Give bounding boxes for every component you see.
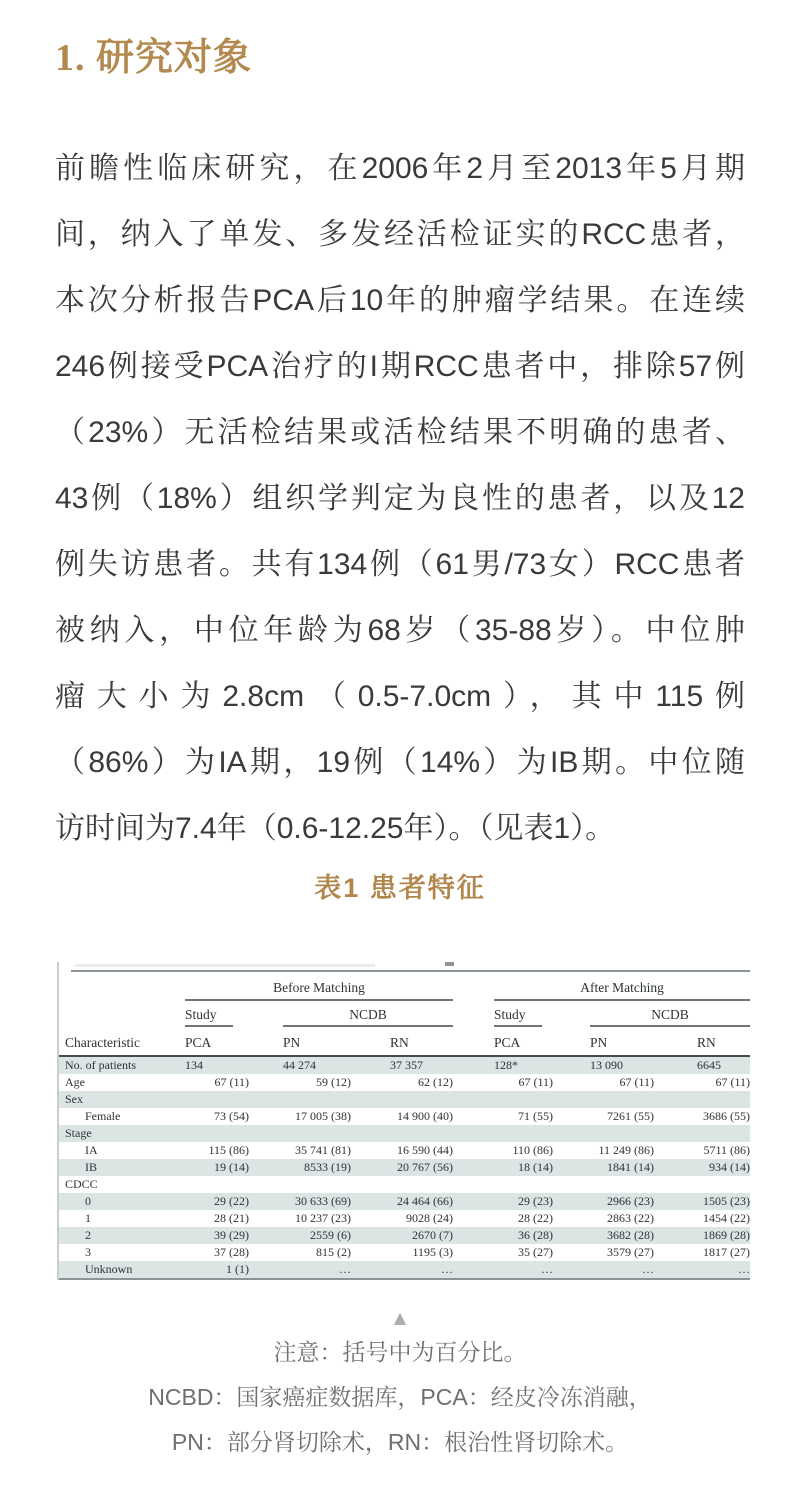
cell-value: 2863 (22) [607, 1211, 655, 1225]
after-matching-header [453, 972, 750, 1001]
group-header-row [59, 972, 750, 1001]
table-body [59, 1056, 750, 1278]
article-paragraph [55, 136, 745, 862]
cell-value: 134 [185, 1058, 203, 1072]
cell-value: 934 (14) [709, 1160, 751, 1174]
cell-value: … [738, 1262, 751, 1276]
cell-value [553, 1125, 654, 1142]
cell-value: 115 (86) [208, 1143, 249, 1157]
cell-value: … [541, 1262, 554, 1276]
cell-value: 29 (22) [214, 1194, 249, 1208]
cell-value: 3682 (28) [607, 1228, 655, 1242]
table-row [59, 1210, 750, 1227]
table-row [59, 1159, 750, 1176]
cell-value [249, 1091, 351, 1108]
cell-value [185, 1176, 249, 1193]
cell-value: 36 (28) [518, 1228, 554, 1242]
collapse-triangle-icon: ▲ [389, 1307, 411, 1330]
cell-value: … [339, 1262, 351, 1276]
cell-value: 6645 [697, 1058, 722, 1072]
cell-value: … [441, 1262, 454, 1276]
row-label: Stage [65, 1126, 92, 1140]
cell-value [185, 1125, 249, 1142]
cell-value: 128* [494, 1058, 519, 1072]
cell-value: 1195 (3) [412, 1245, 454, 1259]
table-row [59, 1261, 750, 1278]
row-label: Sex [65, 1092, 83, 1106]
characteristic-header: Characteristic [59, 1027, 185, 1056]
cell-value: 1454 (22) [703, 1211, 751, 1225]
paragraph-line: 246例接受PCA治疗的I期RCC患者中，排除57例 [55, 350, 745, 383]
ncdb-after-header [553, 1001, 750, 1027]
table-row [59, 1108, 750, 1125]
note-line: PN：部分肾切除术，RN：根治性肾切除术。 [171, 1429, 629, 1455]
row-label: 0 [85, 1194, 91, 1208]
cell-value: 18 (14) [518, 1160, 554, 1174]
row-label: No. of patients [65, 1058, 136, 1072]
cell-value: 67 (11) [715, 1075, 751, 1089]
empty-cell [59, 1001, 185, 1027]
table-row [59, 1244, 750, 1261]
cell-value: 8533 (19) [304, 1160, 351, 1174]
study-label: Study [185, 1007, 217, 1022]
table-section-row [59, 1091, 750, 1108]
row-label: Age [65, 1075, 85, 1089]
cell-value [351, 1176, 453, 1193]
paragraph-line: 前瞻性临床研究，在2006年2月至2013年5月期 [55, 152, 745, 185]
cell-value: 7261 (55) [607, 1109, 655, 1123]
cell-value: 29 (23) [518, 1194, 554, 1208]
cell-value: 35 741 (81) [295, 1143, 351, 1157]
cell-value: 10 237 (23) [295, 1211, 351, 1225]
patient-characteristics-table [57, 962, 750, 1280]
cell-value: 1 (1) [226, 1262, 249, 1276]
paragraph-line: 间，纳入了单发、多发经活检证实的RCC患者， [55, 218, 745, 251]
row-label: 2 [85, 1228, 91, 1242]
cell-value: 67 (11) [619, 1075, 655, 1089]
cell-value [249, 1176, 351, 1193]
table-caption: 表1 患者特征 [314, 873, 486, 903]
before-matching-header [185, 972, 453, 1001]
cell-value: 39 (29) [214, 1228, 249, 1242]
pca-after-header: PCA [453, 1027, 553, 1056]
column-header-row [59, 1027, 750, 1056]
cell-value: 16 590 (44) [397, 1143, 454, 1157]
table-row [59, 1227, 750, 1244]
cell-value: 1841 (14) [607, 1160, 655, 1174]
cell-value: 35 (27) [518, 1245, 554, 1259]
cell-value: 20 767 (56) [397, 1160, 454, 1174]
rn-after-header: RN [654, 1027, 750, 1056]
table-row [59, 1074, 750, 1091]
pn-before-header: PN [249, 1027, 351, 1056]
ncdb-label: NCDB [651, 1007, 689, 1022]
cell-value: 28 (21) [214, 1211, 249, 1225]
note-line: 注意：括号中为百分比。 [273, 1339, 527, 1365]
cell-value: 28 (22) [518, 1211, 554, 1225]
paragraph-line: 访时间为7.4年（0.6-12.25年）。（见表1）。 [55, 812, 616, 845]
table-header [59, 972, 750, 1056]
cell-value: 30 633 (69) [295, 1194, 351, 1208]
cell-value: 71 (55) [518, 1109, 554, 1123]
before-matching-label: Before Matching [273, 980, 365, 995]
paragraph-line: 瘤大小为2.8cm（0.5-7.0cm），其中115例 [55, 680, 745, 713]
cell-value: 67 (11) [518, 1075, 554, 1089]
row-label: CDCC [65, 1177, 98, 1191]
cell-value: 24 464 (66) [397, 1194, 454, 1208]
cell-value: 14 900 (40) [397, 1109, 454, 1123]
paragraph-line: （23%）无活检结果或活检结果不明确的患者、 [55, 416, 745, 449]
row-label: Unknown [85, 1262, 133, 1276]
cell-value: 37 357 [390, 1058, 423, 1072]
section-heading: 1. 研究对象 [55, 37, 253, 79]
cell-value [351, 1091, 453, 1108]
cell-value: 13 090 [590, 1058, 624, 1072]
table-section-row [59, 1125, 750, 1142]
cell-value: 73 (54) [214, 1109, 249, 1123]
empty-cell [59, 972, 185, 1001]
paragraph-line: 被纳入，中位年龄为68岁（35-88岁）。中位肿 [55, 614, 745, 647]
paragraph-line: （86%）为IA期，19例（14%）为IB期。中位随 [55, 746, 745, 779]
cell-value: 37 (28) [214, 1245, 249, 1259]
cell-value: 11 249 (86) [598, 1143, 655, 1157]
cell-value: 5711 (86) [703, 1143, 751, 1157]
cell-value: 2559 (6) [310, 1228, 351, 1242]
paragraph-line: 43例（18%）组织学判定为良性的患者，以及12 [55, 482, 745, 515]
study-after-header [453, 1001, 553, 1027]
ncdb-before-header [249, 1001, 453, 1027]
cell-value [453, 1091, 553, 1108]
pca-before-header: PCA [185, 1027, 249, 1056]
cell-value: 1869 (28) [703, 1228, 751, 1242]
table-row [59, 1056, 750, 1074]
cell-value [453, 1125, 553, 1142]
cell-value [249, 1125, 351, 1142]
table-bottom-rule [59, 1278, 750, 1280]
cell-value [553, 1091, 654, 1108]
paragraph-line: 本次分析报告PCA后10年的肿瘤学结果。在连续 [55, 284, 745, 317]
cell-value: 815 (2) [316, 1245, 351, 1259]
footnotes [0, 1330, 800, 1465]
after-matching-label: After Matching [580, 980, 664, 995]
study-label: Study [494, 1007, 526, 1022]
note-line: NCBD：国家癌症数据库，PCA：经皮冷冻消融， [148, 1384, 652, 1410]
row-label: 3 [85, 1245, 91, 1259]
cell-value: 3579 (27) [607, 1245, 655, 1259]
crop-ghost-artifact [75, 964, 375, 967]
cell-value [553, 1176, 654, 1193]
cell-value: 17 005 (38) [295, 1109, 351, 1123]
cell-value: 1505 (23) [703, 1194, 751, 1208]
cell-value: 19 (14) [214, 1160, 249, 1174]
data-table [59, 972, 750, 1278]
cell-value [654, 1091, 750, 1108]
cell-value [453, 1176, 553, 1193]
cell-value: 44 274 [283, 1058, 316, 1072]
cell-value: 59 (12) [316, 1075, 351, 1089]
table-row [59, 1193, 750, 1210]
cell-value: 2966 (23) [607, 1194, 655, 1208]
paragraph-line: 例失访患者。共有134例（61男/73女）RCC患者 [55, 548, 745, 581]
cell-value: 67 (11) [214, 1075, 249, 1089]
cell-value [351, 1125, 453, 1142]
cell-value: 110 (86) [512, 1143, 554, 1157]
study-before-header [185, 1001, 249, 1027]
table-row [59, 1142, 750, 1159]
row-label: Female [85, 1109, 121, 1123]
cell-value: 9028 (24) [406, 1211, 454, 1225]
cell-value [185, 1091, 249, 1108]
ncdb-label: NCDB [349, 1007, 387, 1022]
cell-value: 2670 (7) [412, 1228, 454, 1242]
table-section-row [59, 1176, 750, 1193]
cell-value [654, 1125, 750, 1142]
cell-value: 62 (12) [418, 1075, 454, 1089]
row-label: 1 [85, 1211, 91, 1225]
pn-after-header: PN [553, 1027, 654, 1056]
subgroup-header-row [59, 1001, 750, 1027]
row-label: IA [85, 1143, 98, 1157]
rn-before-header: RN [351, 1027, 453, 1056]
cell-value: 1817 (27) [703, 1245, 751, 1259]
row-label: IB [85, 1160, 97, 1174]
crop-artifact-mark [445, 962, 454, 966]
cell-value: … [642, 1262, 655, 1276]
cell-value [654, 1176, 750, 1193]
cell-value: 3686 (55) [703, 1109, 751, 1123]
